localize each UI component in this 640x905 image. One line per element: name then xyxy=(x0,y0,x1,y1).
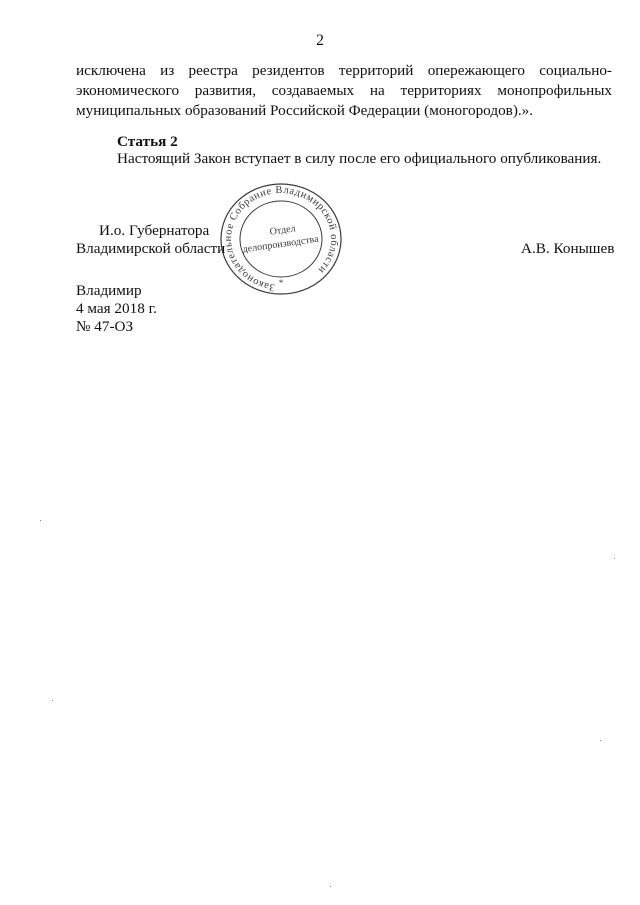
scan-speck xyxy=(40,520,41,521)
scan-speck xyxy=(600,740,601,741)
date: 4 мая 2018 г. xyxy=(76,300,157,317)
signatory-title-line-1: И.о. Губернатора xyxy=(99,222,210,239)
article-text: Настоящий Закон вступает в силу после его официального опубликования. xyxy=(117,150,602,167)
stamp-outer-text: Законодательное Собрание Владимирской области xyxy=(223,184,340,293)
stamp-inner-line-2: делопроизводства xyxy=(242,233,320,256)
scan-speck xyxy=(614,558,615,559)
signatory-name: А.В. Конышев xyxy=(521,240,615,257)
scan-speck xyxy=(330,886,331,887)
paragraph-line-1: исключена из реестра резидентов территорий опережающего социально- xyxy=(76,62,612,79)
paragraph-line-3: муниципальных образований Российской Федерации (моногородов).». xyxy=(76,102,534,119)
place-date-block xyxy=(76,282,157,336)
signatory-title-line-2: Владимирской области xyxy=(76,240,226,257)
office-stamp xyxy=(217,181,345,297)
scan-speck xyxy=(52,700,53,701)
law-number: № 47-ОЗ xyxy=(76,318,134,335)
paragraph-line-2: экономического развития, создаваемых на территориях монопрофильных xyxy=(76,82,612,99)
stamp-star: * xyxy=(278,278,284,288)
stamp-inner-line-1: Отдел xyxy=(269,223,297,238)
city: Владимир xyxy=(76,282,142,299)
continued-paragraph xyxy=(76,61,612,121)
article-heading: Статья 2 xyxy=(117,133,178,150)
page-number: 2 xyxy=(316,32,324,49)
